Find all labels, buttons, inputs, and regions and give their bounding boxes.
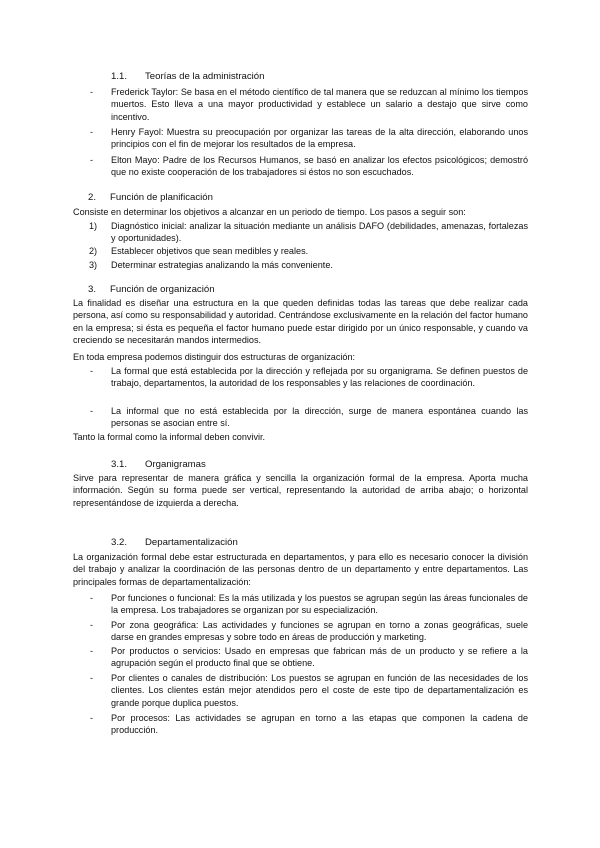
heading-2 [88, 192, 213, 204]
step-number: 3) [89, 260, 98, 270]
bullet-dash: - [90, 406, 94, 416]
heading-number: 2. [88, 192, 97, 203]
heading-number: 3.2. [111, 537, 128, 548]
list-item-zona: Por zona geográfica: Las actividades y funciones se agrupan en torno a zonas geográficas, suele darse en grandes empresas y sobre todo en áreas de producción y marketing. [111, 620, 528, 643]
list-item-formal: La formal que está establecida por la dirección y reflejada por su organigrama. Se definen puestos de trabajo, departamentos, la autoridad de los responsables y las relaciones de coordinación. [111, 366, 528, 389]
paragraph-organizacion: La finalidad es diseñar una estructura en la que queden definidas todas las tareas que debe realizar cada persona, así como su responsabilidad y autoridad. Centrándose exclusivamente en la relación del factor humano en la empresa; si ésta es pequeña el factor humano puede estar dirigido por un único responsable, y cuando va creciendo se necesitarán mandos intermedios. [73, 298, 528, 345]
paragraph-convivir: Tanto la formal como la informal deben convivir. [73, 432, 266, 442]
list-item-mayo: Elton Mayo: Padre de los Recursos Humanos, se basó en analizar los efectos psicológicos; demostró que no existe cooperación de los trabajadores si éstos no son escuchados. [111, 155, 528, 178]
step-item: Determinar estrategias analizando la más conveniente. [111, 260, 333, 270]
list-item-productos: Por productos o servicios: Usado en empresas que fabrican más de un producto y se refiere a la agrupación según el producto final que se obtiene. [111, 646, 528, 669]
list-item-fayol: Henry Fayol: Muestra su preocupación por organizar las tareas de la alta dirección, elaborando unos principios con el fin de mejorar los resultados de la empresa. [111, 127, 528, 150]
list-item-funciones: Por funciones o funcional: Es la más utilizada y los puestos se agrupan según las áreas funcionales de la empresa. Los trabajadores se organizan por su especialización. [111, 593, 528, 616]
heading-number: 1.1. [111, 71, 128, 82]
heading-3 [88, 284, 215, 296]
bullet-dash: - [90, 155, 94, 165]
bullet-dash: - [90, 593, 94, 603]
list-item-procesos: Por procesos: Las actividades se agrupan en torno a las etapas que componen la cadena de producción. [111, 713, 528, 736]
heading-title: Función de organización [110, 284, 215, 295]
bullet-dash: - [90, 713, 94, 723]
list-item-informal: La informal que no está establecida por la dirección, surge de manera espontánea cuando las personas se asocian entre sí. [111, 406, 528, 429]
paragraph-departamentalizacion: La organización formal debe estar estructurada en departamentos, y para ello es necesario conocer la división del trabajo y analizar la coordinación de las personas dentro de un departamento y entre departamentos. Las principales formas de departamentalización: [73, 552, 528, 587]
heading-title: Departamentalización [145, 537, 238, 548]
bullet-dash: - [90, 87, 94, 97]
bullet-dash: - [90, 620, 94, 630]
bullet-dash: - [90, 127, 94, 137]
heading-title: Organigramas [145, 459, 206, 470]
step-number: 2) [89, 246, 98, 256]
bullet-dash: - [90, 646, 94, 656]
heading-1-1 [111, 71, 264, 83]
heading-3-2 [111, 537, 238, 549]
list-item-clientes: Por clientes o canales de distribución: Los puestos se agrupan en función de las necesidades de los clientes. Los clientes están mejor atendidos pero el coste de este tipo de departamentalización es grande porque duplica puestos. [111, 673, 528, 708]
bullet-dash: - [90, 673, 94, 683]
heading-title: Teorías de la administración [145, 71, 265, 82]
step-item: Diagnóstico inicial: analizar la situación mediante un análisis DAFO (debilidades, amenazas, fortalezas y oportunidades). [111, 221, 528, 244]
heading-3-1 [111, 459, 206, 471]
step-number: 1) [89, 221, 98, 231]
step-item: Establecer objetivos que sean medibles y reales. [111, 246, 309, 256]
heading-number: 3.1. [111, 459, 128, 470]
list-item-taylor: Frederick Taylor: Se basa en el método científico de tal manera que se reduzcan al mínimo los tiempos muertos. Esto lleva a una mayor productividad y establece un salario a destajo que sirve como incentivo. [111, 87, 528, 122]
paragraph-organigramas: Sirve para representar de manera gráfica y sencilla la organización formal de la empresa. Aporta mucha información. Según su forma puede ser vertical, representando la autoridad de arriba abajo; o horizontal representándose de izquierda a derecha. [73, 473, 528, 508]
paragraph-estructuras: En toda empresa podemos distinguir dos estructuras de organización: [73, 352, 356, 362]
bullet-dash: - [90, 366, 94, 376]
heading-title: Función de planificación [110, 192, 213, 203]
paragraph-planificacion: Consiste en determinar los objetivos a alcanzar en un periodo de tiempo. Los pasos a seguir son: [73, 207, 466, 217]
heading-number: 3. [88, 284, 97, 295]
